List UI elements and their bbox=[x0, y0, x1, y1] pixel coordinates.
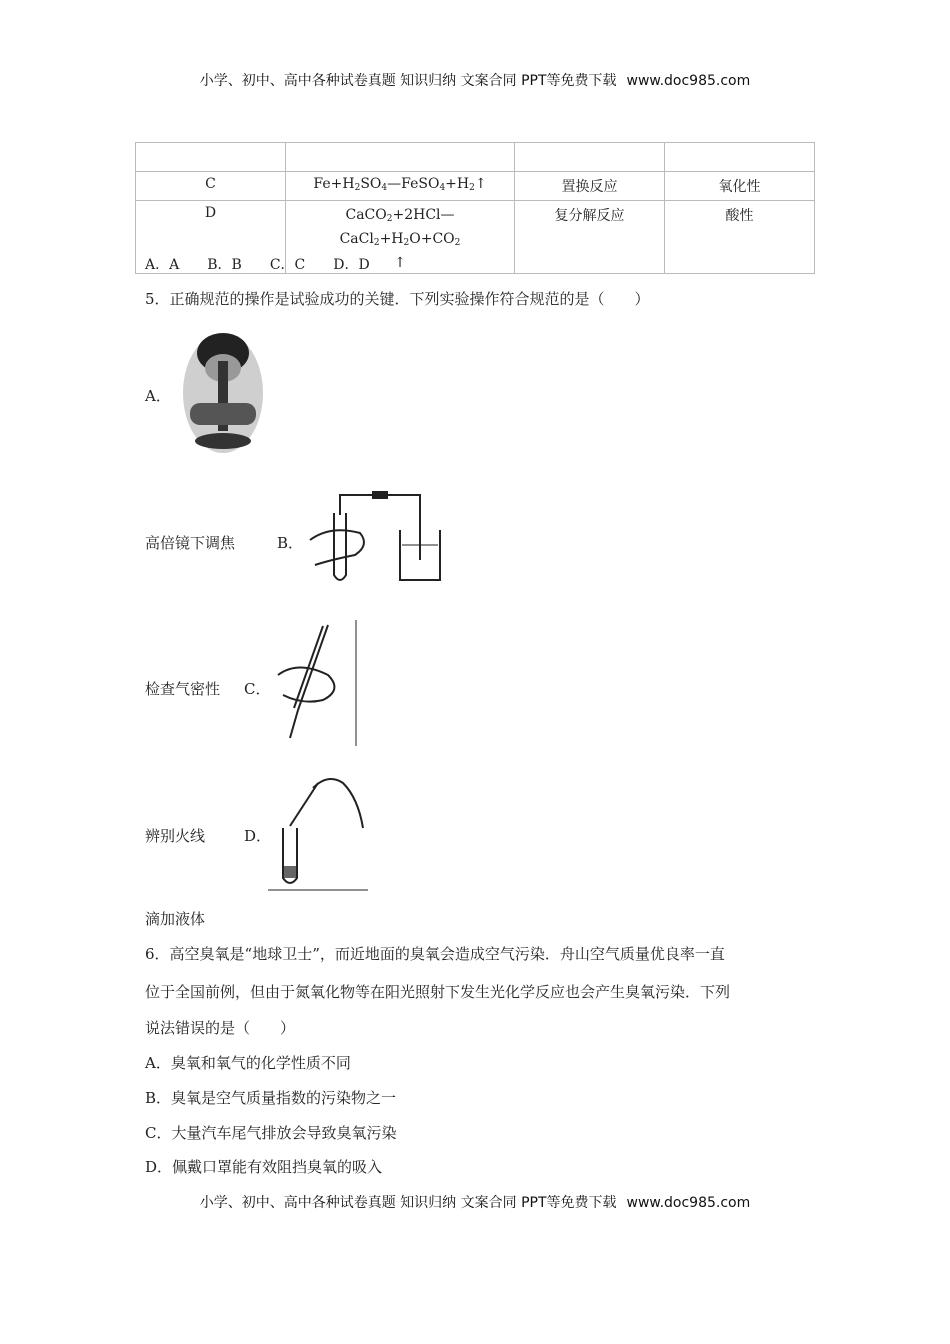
page-footer bbox=[0, 1192, 950, 1212]
footer-site: www.doc985.com bbox=[626, 1195, 751, 1211]
header-site: www.doc985.com bbox=[626, 73, 751, 89]
q6-option-c[interactable]: C．大量汽车尾气排放会导致臭氧污染 bbox=[145, 1124, 397, 1142]
reaction-property: 氧化性 bbox=[665, 172, 815, 201]
hand bbox=[310, 530, 364, 565]
q6-line2: 位于全国前例，但由于氮氧化物等在阳光照射下发生光化学反应也会产生臭氧污染．下列 bbox=[145, 983, 731, 1001]
q4-options bbox=[145, 254, 398, 274]
q5-option-d-label[interactable]: D． bbox=[244, 827, 272, 845]
test-pen-figure bbox=[268, 620, 358, 746]
test-pen bbox=[290, 625, 328, 738]
q6-line3: 说法错误的是（ ） bbox=[145, 1019, 296, 1037]
header-text: 小学、初中、高中各种试卷真题 知识归纳 文案合同 PPT等免费下载 bbox=[199, 73, 617, 89]
q5-caption-b: 检查气密性 bbox=[145, 680, 221, 698]
q5-caption-a: 高倍镜下调焦 bbox=[145, 534, 236, 552]
q5-caption-c: 辨别火线 bbox=[145, 827, 206, 845]
q5-option-b-label[interactable]: B． bbox=[277, 534, 304, 552]
equation: $Fe+H_2SO_4—FeSO_4+H_2↑$ bbox=[286, 172, 515, 201]
q6-option-a[interactable]: A．臭氧和氧气的化学性质不同 bbox=[145, 1054, 351, 1072]
q5-caption-d: 滴加液体 bbox=[145, 910, 206, 928]
arms bbox=[190, 403, 256, 425]
equation: $CaCO_2+2HCl—CaCl_2+H_2O+CO_2$ ↑ bbox=[286, 201, 515, 274]
option-b[interactable]: B．B bbox=[207, 257, 242, 273]
tube bbox=[340, 495, 420, 560]
q5-option-c-label[interactable]: C． bbox=[244, 680, 271, 698]
reaction-type: 置换反应 bbox=[515, 172, 665, 201]
microscope-base bbox=[195, 433, 251, 449]
dropper-figure bbox=[268, 768, 368, 892]
row-label: C bbox=[136, 172, 286, 201]
q6-line1: 6．高空臭氧是“地球卫士”，而近地面的臭氧会造成空气污染．舟山空气质量优良率一直 bbox=[145, 945, 725, 963]
option-c[interactable]: C．C bbox=[269, 257, 306, 273]
liquid bbox=[284, 866, 296, 878]
q6-option-b[interactable]: B．臭氧是空气质量指数的污染物之一 bbox=[145, 1089, 397, 1107]
reaction-type: 复分解反应 bbox=[515, 201, 665, 274]
microscope-figure bbox=[178, 323, 268, 455]
option-d[interactable]: D．D bbox=[333, 257, 370, 273]
connector bbox=[372, 491, 388, 499]
table-row bbox=[136, 172, 815, 201]
airtightness-figure bbox=[300, 485, 445, 590]
page-header bbox=[0, 70, 950, 90]
q6-option-d[interactable]: D．佩戴口罩能有效阻挡臭氧的吸入 bbox=[145, 1158, 383, 1176]
footer-text: 小学、初中、高中各种试卷真题 知识归纳 文案合同 PPT等免费下载 bbox=[199, 1195, 617, 1211]
reaction-property: 酸性 bbox=[665, 201, 815, 274]
dropper bbox=[290, 783, 318, 826]
table-row bbox=[136, 143, 815, 172]
q5-stem: 5．正确规范的操作是试验成功的关键．下列实验操作符合规范的是（ ） bbox=[145, 290, 650, 308]
q5-option-a-label[interactable]: A． bbox=[145, 387, 171, 405]
row-label: D bbox=[136, 201, 286, 274]
option-a[interactable]: A．A bbox=[145, 257, 180, 273]
test-tube bbox=[334, 513, 346, 580]
hand bbox=[313, 779, 363, 828]
